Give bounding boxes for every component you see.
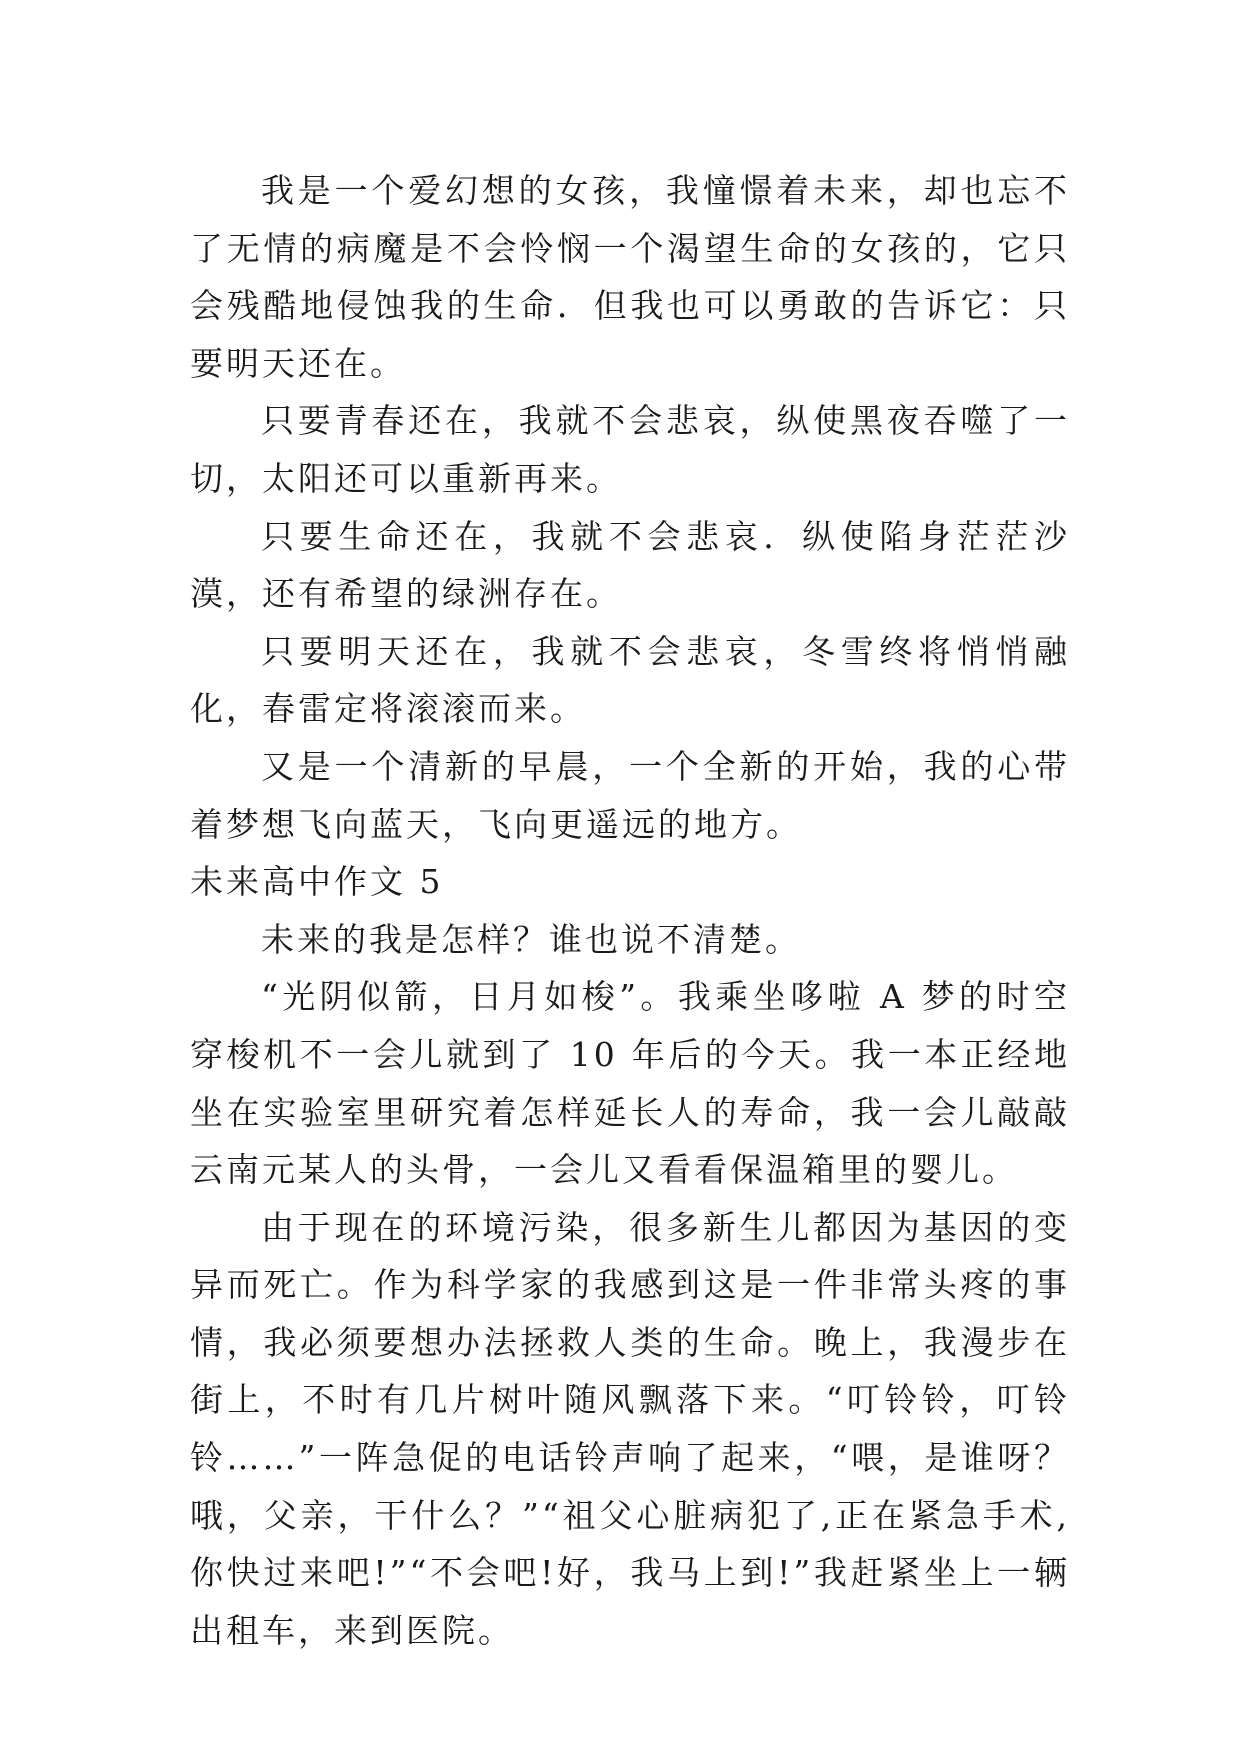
section-heading: 未来高中作文 5 <box>190 862 444 902</box>
paragraph-8: 由于现在的环境污染，很多新生儿都因为基因的变异而死亡。作为科学家的我感到这是一件非常头疼的事情，我必须要想办法拯救人类的生命。晚上，我漫步在街上，不时有几片树叶随风飘落下来。“叮铃铃，叮铃铃……”一阵急促的电话铃声响了起来，“喂，是谁呀？哦，父亲，干什么？”“祖父心脏病犯了,正在紧急手术,你快过来吧!”“不会吧!好，我马上到!”我赶紧坐上一辆出租车，来到医院。 <box>190 1207 1070 1650</box>
paragraph-1: 我是一个爱幻想的女孩，我憧憬着未来，却也忘不了无情的病魔是不会怜悯一个渴望生命的女孩的，它只会残酷地侵蚀我的生命．但我也可以勇敢的告诉它：只要明天还在。 <box>190 171 1070 383</box>
paragraph-6: 未来的我是怎样？谁也说不清楚。 <box>260 919 801 959</box>
document-body <box>190 162 1070 1659</box>
paragraph-2: 只要青春还在，我就不会悲哀，纵使黑夜吞噬了一切，太阳还可以重新再来。 <box>190 401 1070 498</box>
paragraph-4: 只要明天还在，我就不会悲哀，冬雪终将悄悄融化，春雷定将滚滚而来。 <box>190 631 1070 729</box>
paragraph-7: “光阴似箭，日月如梭”。我乘坐哆啦 A 梦的时空穿梭机不一会儿就到了 10 年后的今天。我一本正经地坐在实验室里研究着怎样延长人的寿命，我一会儿敲敲云南元某人的头骨，一会儿又看看保温箱里的婴儿。 <box>190 977 1070 1190</box>
paragraph-3: 只要生命还在，我就不会悲哀．纵使陷身茫茫沙漠，还有希望的绿洲存在。 <box>190 516 1070 614</box>
paragraph-5: 又是一个清新的早晨，一个全新的开始，我的心带着梦想飞向蓝天，飞向更遥远的地方。 <box>190 746 1070 844</box>
